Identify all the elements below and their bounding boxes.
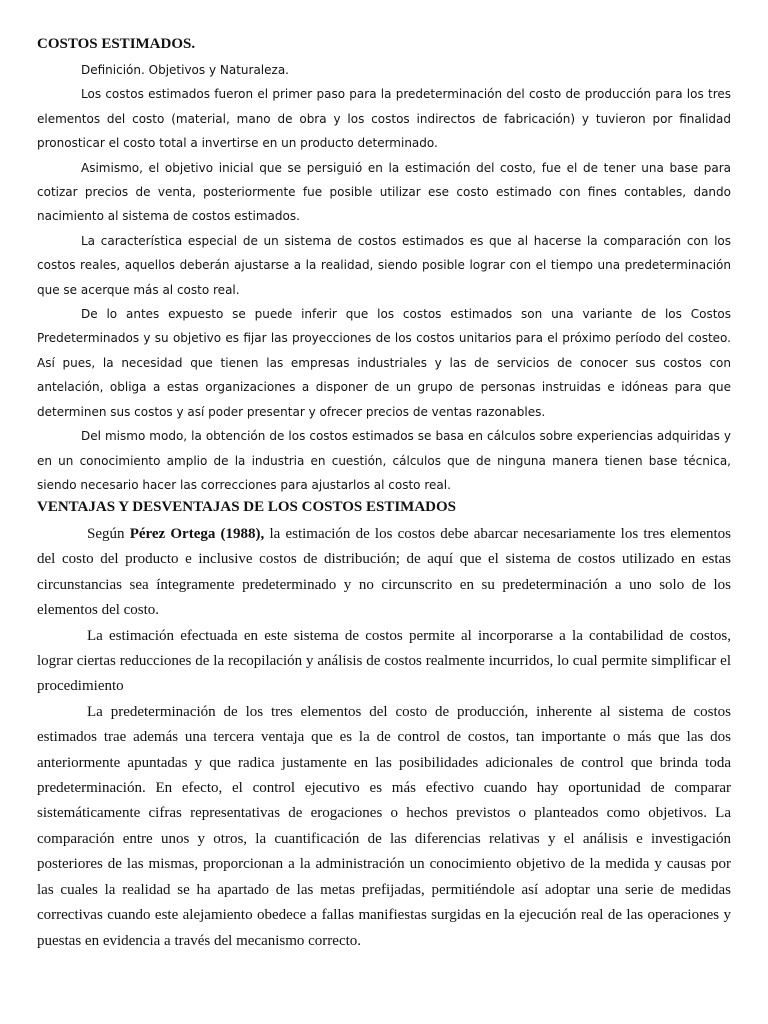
paragraph: La estimación efectuada en este sistema de costos permite al incorporarse a la contabilidad de costos, lograr ciertas reducciones de la recopilación y análisis de costos realmente incurridos, lo cual permite simplificar el procedimiento: [37, 627, 731, 695]
paragraph-prefix: Según: [87, 526, 130, 542]
paragraph: Los costos estimados fueron el primer paso para la predeterminación del costo de producción para los tres elementos del costo (material, mano de obra y los costos indirectos de fabricación) y tuvieron por finalidad pronosticar el costo total a invertirse en un producto determinado.: [37, 87, 731, 151]
citation-author: Pérez Ortega (1988),: [129, 526, 265, 542]
page-title: COSTOS ESTIMADOS.: [37, 36, 196, 52]
paragraph: La predeterminación de los tres elementos del costo de producción, inherente al sistema de costos estimados trae además una tercera ventaja que es la de control de costos, tan importante o más que las dos anteriormente apuntadas y que radica justamente en las posibilidades adicionales de control que brinda toda predeterminación. En efecto, el control ejecutivo es más efectivo cuando hay oportunidad de comparar sistemáticamente cifras representativas de erogaciones o hechos previstos o planteados como objetivos. La comparación entre unos y otros, la cuantificación de las diferencias relativas y el análisis e investigación posteriores de las mismas, proporcionan a la administración un conocimiento objetivo de la medida y causas por las cuales la realidad se ha apartado de las metas prefijadas, permitiéndole así adoptar una serie de medidas correctivas cuando este alejamiento obedece a fallas manifiestas surgidas en la ejecución real de las operaciones y puestas en evidencia a través del mecanismo correcto.: [37, 703, 731, 949]
paragraph-text: la estimación de los costos debe abarcar necesariamente los tres elementos del costo del producto e inclusive costos de distribución; de aquí que el sistema de costos utilizado en estas circunstancias sea íntegramente predeterminado y no circunscrito en su predeterminación a uno solo de los elementos del costo.: [37, 526, 732, 619]
paragraph: La característica especial de un sistema de costos estimados es que al hacerse la comparación con los costos reales, aquellos deberán ajustarse a la realidad, siendo posible lograr con el tiempo una predeterminación que se acerque más al costo real.: [37, 233, 731, 297]
paragraph: [37, 522, 731, 624]
section-definition: [37, 58, 731, 497]
paragraph: De lo antes expuesto se puede inferir que los costos estimados son una variante de los Costos Predeterminados y su objetivo es fijar las proyecciones de los costos unitarios para el próximo período del costeo. Así pues, la necesidad que tienen las empresas industriales y las de servicios de conocer sus costos con antelación, obliga a estas organizaciones a disponer de un grupo de personas instruidas e idóneas para que determinen sus costos y así poder presentar y ofrecer precios de ventas razonables.: [37, 307, 731, 419]
section-advantages: [37, 522, 731, 954]
section-subheading: Definición. Objetivos y Naturaleza.: [81, 63, 289, 77]
paragraph: Del mismo modo, la obtención de los costos estimados se basa en cálculos sobre experiencias adquiridas y en un conocimiento amplio de la industria en cuestión, cálculos que de ninguna manera tienen base técnica, siendo necesario hacer las correcciones para ajustarlos al costo real.: [37, 429, 731, 492]
section-heading: VENTAJAS Y DESVENTAJAS DE LOS COSTOS ESTIMADOS: [37, 499, 456, 515]
paragraph: Asimismo, el objetivo inicial que se persiguió en la estimación del costo, fue el de tener una base para cotizar precios de venta, posteriormente fue posible utilizar ese costo estimado con fines contables, dando nacimiento al sistema de costos estimados.: [37, 160, 731, 224]
